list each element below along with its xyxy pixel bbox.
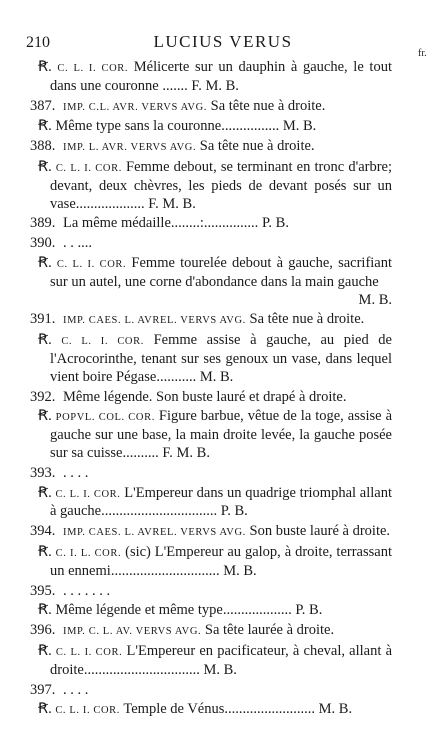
entry-number: 396. [30, 622, 56, 639]
collection-reference: F. M. B. [158, 444, 210, 461]
running-title: LUCIUS VERUS [153, 32, 293, 51]
page-number: 210 [26, 34, 50, 51]
coin-legend: C. L. I. COR. [61, 336, 144, 348]
coin-legend: IMP. CAES. L. AVREL. VERVS AVG. [63, 527, 246, 539]
collection-reference: P. B. [291, 602, 323, 619]
coin-entry [30, 622, 392, 641]
reverse-entry [38, 408, 392, 462]
reverse-symbol: Ꞧ. [38, 701, 52, 718]
coin-entry [30, 523, 392, 542]
reverse-symbol: Ꞧ. [38, 59, 52, 75]
leader-dots: ................... [75, 195, 145, 212]
entry-number: 387. [30, 97, 56, 114]
entry-number: 391. [30, 311, 56, 328]
coin-legend: C. L. I. COR. [56, 258, 127, 270]
leader-dots: ................................ [83, 661, 200, 678]
reverse-entry [38, 485, 392, 522]
description: La même médaille [63, 215, 171, 232]
collection-reference: M. B. [315, 701, 353, 718]
reverse-entry [38, 59, 392, 96]
coin-legend: IMP. C. L. AV. VERVS AVG. [63, 626, 202, 638]
reverse-symbol: Ꞧ. [38, 118, 52, 135]
coin-legend: C. L. I. COR. [57, 63, 129, 74]
entry-number: 394. [30, 523, 56, 540]
description: Même type sans la couronne [55, 118, 222, 135]
reverse-symbol: Ꞧ. [38, 332, 52, 349]
margin-mark: fr. [418, 48, 427, 59]
leader-dots: ........... [156, 368, 197, 385]
coin-entry [30, 235, 392, 253]
entry-number: 395. [30, 582, 56, 599]
entry-number: 392. [30, 388, 56, 405]
collection-reference: P. B. [258, 215, 289, 232]
coin-entry [30, 682, 392, 700]
leader-dots: ........:............... [170, 215, 259, 232]
coin-legend: C. I. L. COR. [55, 547, 122, 559]
description: . . . . . . . [63, 582, 111, 599]
description: . . . . [63, 464, 89, 481]
collection-reference: M. B. [199, 661, 237, 678]
collection-reference: P. B. [217, 503, 248, 520]
description: L'Empereur en pacificateur, à cheval, allant à droite [50, 642, 393, 678]
collection-reference: M. B. [219, 562, 257, 579]
reverse-symbol: Ꞧ. [38, 254, 52, 271]
reverse-symbol: Ꞧ. [38, 408, 52, 425]
description: Sa tête nue à droite. [210, 97, 326, 114]
leader-dots: .......... [122, 444, 159, 461]
description: Mélicerte sur un dauphin à gauche, le tout dans une couronne [50, 59, 392, 94]
coin-entry [30, 138, 392, 157]
leader-dots: ....... [158, 77, 192, 94]
coin-legend: POPVL. COL. COR. [55, 412, 155, 424]
reverse-entry [38, 118, 392, 136]
reverse-entry [38, 255, 392, 309]
coin-legend: C. L. I. COR. [55, 488, 121, 500]
reverse-symbol: Ꞧ. [38, 602, 52, 619]
reverse-entry [38, 332, 392, 386]
description: Son buste lauré à droite. [249, 523, 391, 540]
description: Sa tête nue à droite. [199, 138, 315, 155]
collection-reference: M. B. [358, 291, 392, 308]
coin-entry [30, 311, 392, 330]
coin-entry [30, 389, 392, 407]
description: Figure barbue, vêtue de la toge, assise à gauche sur une base, la main droite levée, la gauche posée sur sa cuisse [50, 408, 393, 461]
leader-dots: ................... [222, 602, 292, 619]
description: (sic) L'Empereur au galop, à droite, terrassant un ennemi [50, 543, 392, 579]
reverse-symbol: Ꞧ. [38, 158, 52, 175]
leader-dots: .............................. [110, 562, 220, 579]
description: Temple de Vénus [123, 701, 225, 718]
description: Femme tourelée debout à gauche, sacrifiant sur un autel, une corne d'abondance dans la main gauche [50, 254, 393, 290]
reverse-symbol: Ꞧ. [38, 484, 52, 501]
coin-legend: IMP. L. AVR. VERVS AVG. [63, 142, 197, 154]
coin-entry [30, 465, 392, 483]
leader-dots: ......................... [224, 701, 316, 718]
leader-dots: ................ [221, 118, 280, 135]
reverse-entry [38, 701, 392, 720]
coin-entry [30, 215, 392, 233]
description: . . . . [63, 681, 89, 698]
entry-number: 393. [30, 464, 56, 481]
entry-number: 388. [30, 138, 56, 155]
collection-reference: M. B. [196, 368, 234, 385]
coin-legend: C. L. I. COR. [55, 162, 122, 174]
description: L'Empereur dans un quadrige triomphal allant à gauche [50, 484, 393, 520]
entry-number: 390. [30, 235, 56, 252]
description: Sa tête laurée à droite. [204, 622, 335, 639]
reverse-symbol: Ꞧ. [38, 642, 52, 659]
description: Femme debout, se terminant en tronc d'arbre; devant, deux chèvres, les pieds de devant posés sur un vase [50, 158, 393, 212]
reverse-entry [38, 159, 392, 213]
coin-entry [30, 98, 392, 117]
reverse-symbol: Ꞧ. [38, 543, 52, 560]
entry-number: 397. [30, 681, 56, 698]
reverse-entry [38, 643, 392, 680]
coin-legend: C. L. I. COR. [55, 705, 121, 717]
reverse-entry [38, 544, 392, 581]
collection-reference: F. M. B. [191, 77, 239, 94]
description: Femme assise à gauche, au pied de l'Acrocorinthe, tenant sur ses genoux un vase, dans lequel vient boire Pégase [50, 332, 392, 385]
description: Sa tête nue à droite. [249, 311, 365, 328]
description: Même légende et même type [55, 602, 223, 619]
description: Même légende. Son buste lauré et drapé à droite. [63, 388, 347, 405]
coin-legend: IMP. CAES. L. AVREL. VERVS AVG. [63, 315, 246, 327]
collection-reference: F. M. B. [144, 195, 196, 212]
collection-reference: M. B. [279, 118, 317, 135]
catalogue-text [30, 59, 392, 722]
entry-number: 389. [30, 215, 56, 232]
coin-legend: C. L. I. COR. [55, 646, 123, 658]
coin-entry [30, 583, 392, 601]
description: . . .... [63, 235, 92, 252]
leader-dots: ................................ [101, 503, 218, 520]
reverse-entry [38, 602, 392, 620]
coin-legend: IMP. C.L. AVR. VERVS AVG. [63, 101, 207, 113]
